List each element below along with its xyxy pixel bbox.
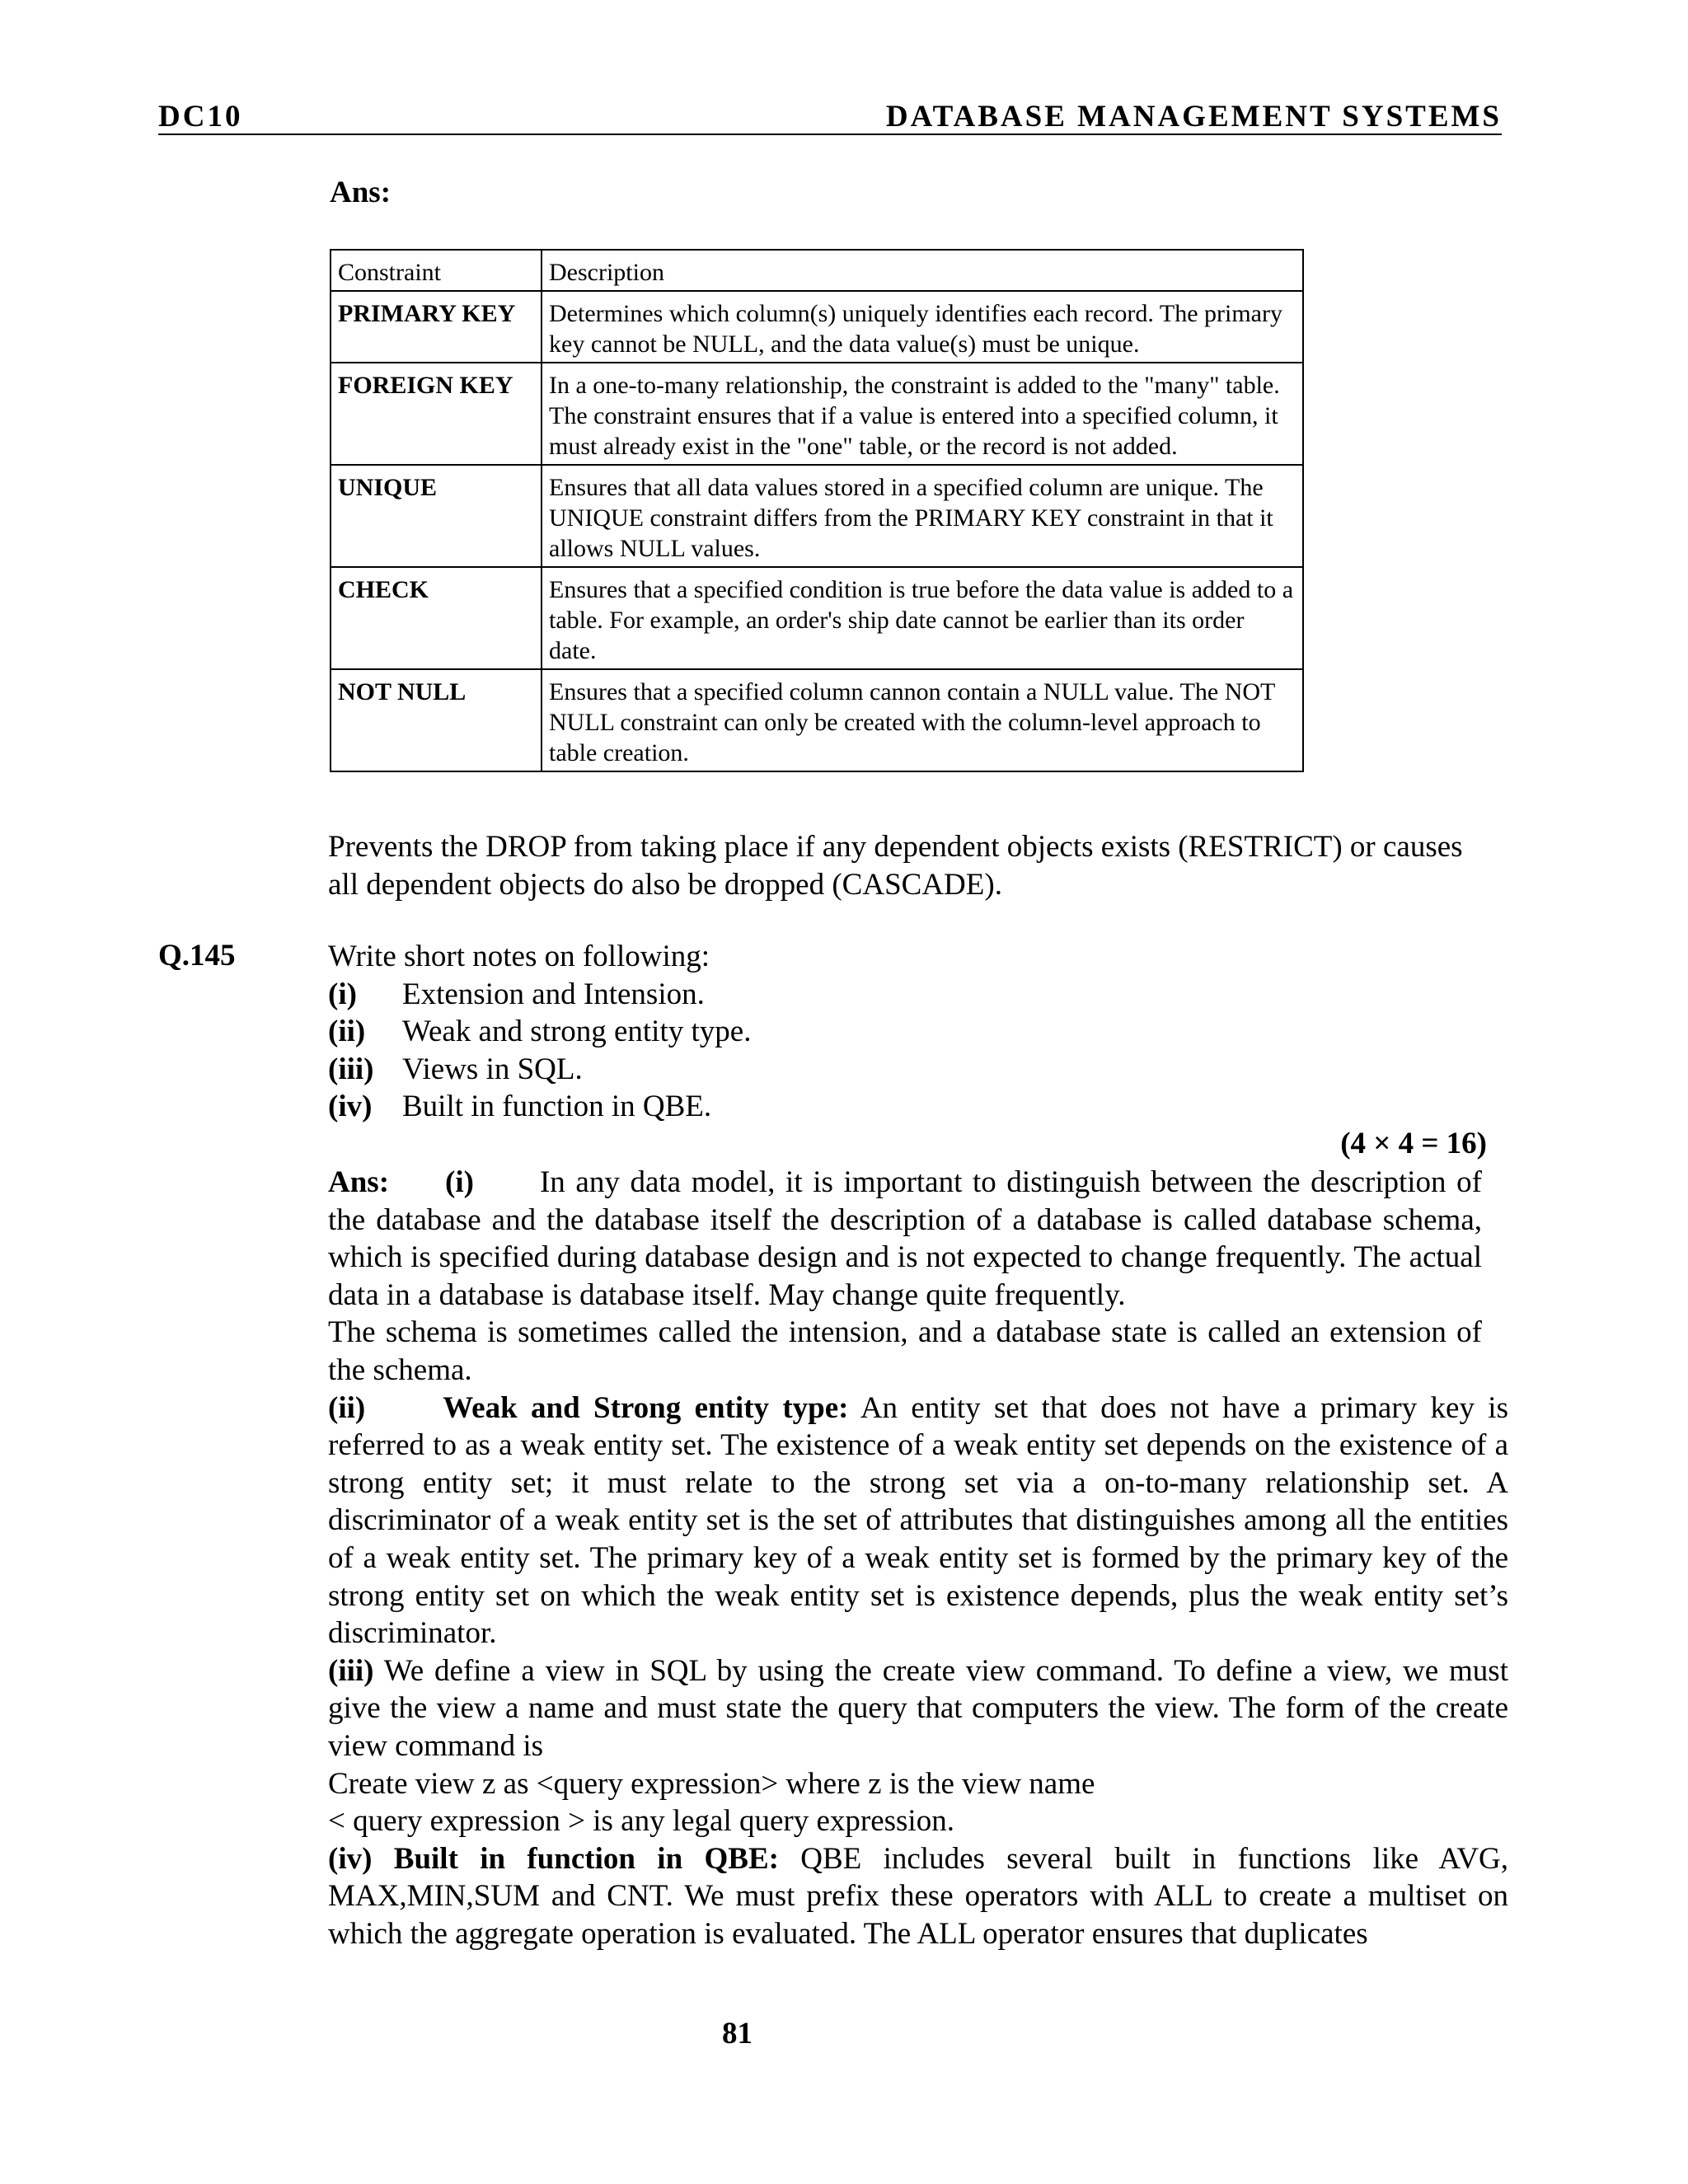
query-expression-note: < query expression > is any legal query expression.	[328, 1804, 954, 1839]
question-item-text: Built in function in QBE.	[402, 1090, 712, 1124]
answer-part-ii	[328, 1390, 1508, 1652]
part-ii-number: (ii)	[328, 1390, 366, 1425]
part-ii-text: An entity set that does not have a primary key is referred to as a weak entity set. The existence of a weak entity set depends on the existence of a strong entity set; it must relate to the strong set via a on-to-many relationship set. A discriminator of a weak entity set is the set of attributes that distinguishes among all the entities of a weak entity set. The primary key of a weak entity set is formed by the primary key of the strong entity set on which the weak entity set is existence depends, plus the weak entity set’s discriminator.	[328, 1390, 1508, 1651]
constraint-name: UNIQUE	[331, 465, 542, 567]
constraint-description: In a one-to-many relationship, the constraint is added to the "many" table. The constraint ensures that if a value is entered into a specified column, it must already exist in the "one" table, or the record is not added.	[542, 363, 1303, 465]
question-prompt: Write short notes on following:	[328, 940, 710, 973]
answer-label: Ans:	[330, 176, 392, 209]
table-row	[331, 363, 1303, 465]
question-marks: (4 × 4 = 16)	[1340, 1127, 1487, 1160]
answer-part-iv	[328, 1840, 1508, 1953]
course-title: DATABASE MANAGEMENT SYSTEMS	[885, 100, 1502, 134]
part-i-text-2: The schema is sometimes called the intension, and a database state is called an extension of the schema.	[328, 1315, 1482, 1387]
question-item-text: Weak and strong entity type.	[402, 1015, 752, 1049]
constraint-description: Determines which column(s) uniquely identifies each record. The primary key cannot be NULL, and the data value(s) must be unique.	[542, 291, 1303, 363]
question-number: Q.145	[158, 939, 236, 972]
constraint-name: CHECK	[331, 567, 542, 669]
question-item-number: (ii)	[328, 1015, 366, 1049]
part-ii-title: Weak and Strong entity type:	[443, 1390, 849, 1425]
part-iv-text: QBE includes several built in functions like AVG, MAX,MIN,SUM and CNT. We must prefix these operators with ALL to create a multiset on which the aggregate operation is evaluated. The ALL operator ensures that duplicates	[328, 1841, 1509, 1951]
question-item-number: (iii)	[328, 1052, 374, 1086]
table-row	[331, 291, 1303, 363]
table-row	[331, 567, 1303, 669]
answer-part-iii	[328, 1652, 1508, 1765]
question-item-text: Extension and Intension.	[402, 977, 705, 1011]
constraint-name: NOT NULL	[331, 669, 542, 771]
constraints-table	[330, 249, 1304, 772]
question-item	[328, 1051, 1508, 1089]
question-body	[328, 938, 1508, 1126]
part-iii-number: (iii)	[328, 1653, 374, 1688]
constraint-description: Ensures that all data values stored in a specified column are unique. The UNIQUE constraint differs from the PRIMARY KEY constraint in that it allows NULL values.	[542, 465, 1303, 567]
table-header-row	[331, 250, 1303, 291]
constraint-name: FOREIGN KEY	[331, 363, 542, 465]
part-iv-number: (iv)	[328, 1841, 373, 1876]
question-item	[328, 976, 1508, 1014]
constraint-description: Ensures that a specified column cannon contain a NULL value. The NOT NULL constraint can only be created with the column-level approach to table creation.	[542, 669, 1303, 771]
constraint-description: Ensures that a specified condition is true before the data value is added to a table. For example, an order's ship date cannot be earlier than its order date.	[542, 567, 1303, 669]
page-header	[158, 99, 1502, 135]
question-item	[328, 1013, 1508, 1051]
question-item	[328, 1088, 1508, 1126]
table-row	[331, 465, 1303, 567]
table-row	[331, 669, 1303, 771]
answer-body	[328, 1164, 1508, 1952]
question-item-number: (iv)	[328, 1090, 373, 1124]
constraint-name: PRIMARY KEY	[331, 291, 542, 363]
part-iv-title: Built in function in QBE:	[393, 1841, 779, 1876]
part-iii-text: We define a view in SQL by using the create view command. To define a view, we must give the view a name and must state the query that computers the view. The form of the create view command is	[328, 1653, 1508, 1763]
column-header-constraint: Constraint	[331, 250, 542, 291]
column-header-description: Description	[542, 250, 1303, 291]
question-item-text: Views in SQL.	[402, 1052, 583, 1086]
answer-part-i	[328, 1164, 1482, 1314]
page-number: 81	[722, 2017, 753, 2050]
drop-paragraph: Prevents the DROP from taking place if any dependent objects exists (RESTRICT) or causes all dependent objects do also be dropped (CASCADE).	[328, 830, 1463, 902]
part-i-number: (i)	[445, 1165, 474, 1199]
question-item-number: (i)	[328, 977, 357, 1011]
answer-label-2: Ans:	[328, 1165, 390, 1199]
create-view-syntax: Create view z as <query expression> where z is the view name	[328, 1766, 1095, 1801]
course-code: DC10	[158, 100, 243, 134]
part-i-text: In any data model, it is important to distinguish between the description of the database and the database itself the description of a database is called database schema, which is specified during database design and is not expected to change frequently. The actual data in a database is database itself. May change quite frequently.	[328, 1165, 1482, 1312]
